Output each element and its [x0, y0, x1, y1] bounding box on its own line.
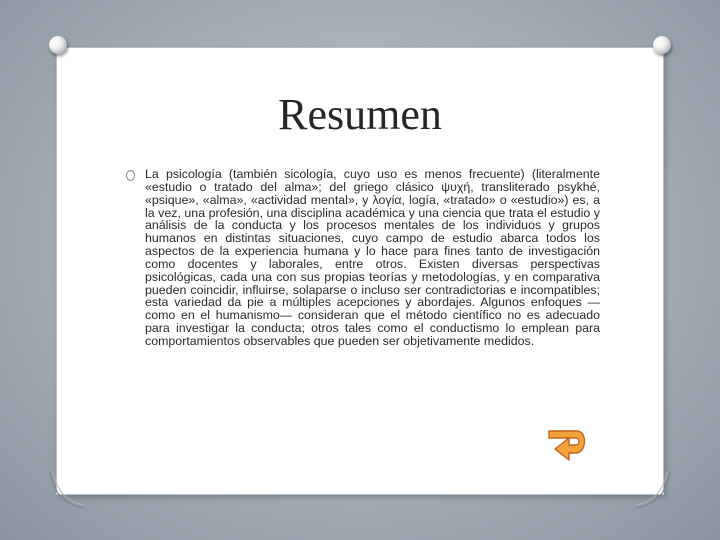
bullet-paragraph: La psicología (también sicología, cuyo uso es menos frecuente) (literalmente «estudio o tratado del alma»; del griego clásico ψυχή, transliterado psykhé, «psique», «alma», «actividad mental», y λογία, logía, «tratado» o «estudio») es, a la vez, una profesión, una disciplina académica y una ciencia que trata el estudio y análisis de la conducta y los procesos mentales de los individuos y grupos humanos en distintas situaciones, cuyo campo de estudio abarca todos los aspectos de la experiencia humana y lo hace para fines tanto de investigación como docentes y laborales, entre otros. Existen diversas perspectivas psicológicas, cada una con sus propias teorías y metodologías, y en comparativa pueden coincidir, influirse, solaparse o incluso ser contradictorias e incompatibles; esta variedad da pie a múltiples acepciones y abordajes. Algunos enfoques —como en el humanismo— consideran que el método científico no es adecuado para investigar la conducta; otros tales como el conductismo lo emplean para comportamientos observables que pueden ser objetivamente medidos. [145, 167, 600, 348]
slide-title: Resumen [278, 90, 442, 139]
curved-return-arrow-icon[interactable] [543, 423, 589, 463]
bullet-circle-icon [126, 170, 135, 181]
page-corner-right-decoration [632, 470, 672, 510]
page-corner-left-decoration [48, 470, 88, 510]
pushpin-icon-top-right [653, 36, 671, 54]
pushpin-icon-top-left [49, 36, 67, 54]
